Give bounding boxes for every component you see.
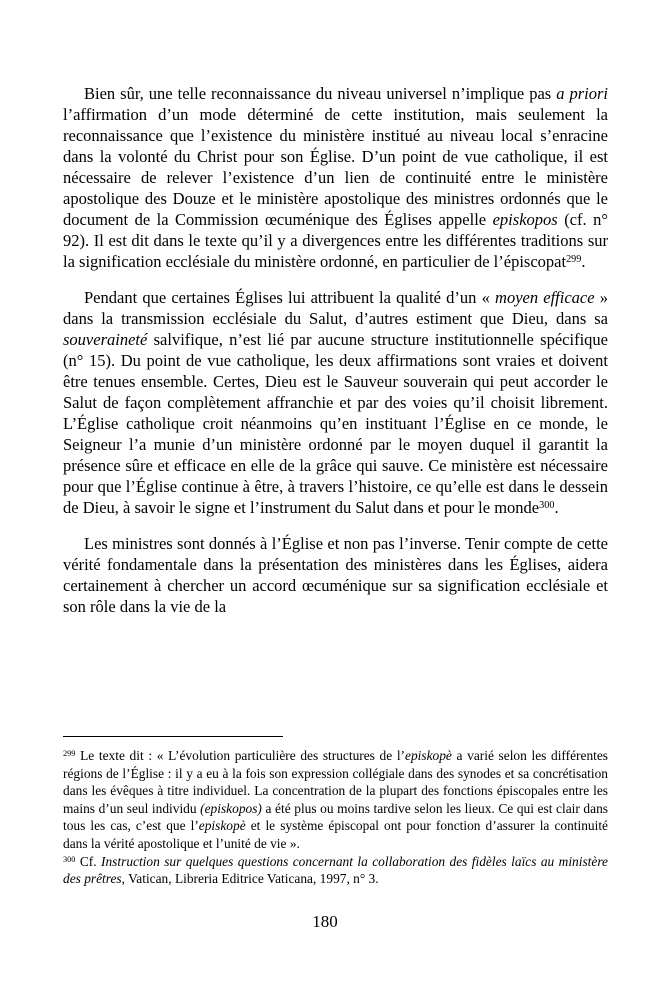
italic-text: episkopos	[492, 210, 558, 229]
text-run: .	[581, 252, 586, 271]
text-run: Le texte dit : « L’évolution particulière des structures de l’	[75, 748, 406, 763]
text-run: a varié selon les différentes régions de l’Église : il y a eu à la fois son expression collégiale dans des synodes et sa concrétisation dans les évêques à titre individuel. La concentration de la plupart des fonctions épiscopales entre les mains d’un seul individu	[63, 748, 609, 816]
footnote-299	[63, 747, 608, 853]
footnote-reference: 300	[539, 500, 555, 512]
footnote-reference: 300	[63, 854, 76, 864]
footnote-300	[63, 853, 608, 888]
italic-text: Instruction sur quelques questions concernant la collaboration des fidèles laïcs au ministère des prêtres	[63, 853, 608, 887]
text-run: » dans la transmission ecclésiale du Salut, d’autres estiment que Dieu, dans sa	[63, 288, 609, 328]
italic-text: episkopè	[198, 818, 246, 834]
page-number: 180	[312, 912, 338, 931]
footnote-reference: 299	[63, 749, 76, 759]
body-text	[63, 83, 608, 617]
text-run: salvifique, n’est lié par aucune structure institutionnelle spécifique (n° 15). Du point de vue catholique, les deux affirmations sont vraies et doivent être tenues ensemble. Certes, Dieu est le Sauveur souverain qui peut accorder le Salut de façon complètement affranchie et par des voies qu’il choisit librement. L’Église catholique croit néanmoins qu’en instituant l’Église en ce monde, le Seigneur l’a munie d’un ministère ordonné par le moyen duquel il garantit la présence sûre et efficace en elle de la grâce qui sauve. Ce ministère est nécessaire pour que l’Église continue à être, à travers l’histoire, ce qu’elle est dans le dessein de Dieu, à savoir le signe et l’instrument du Salut dans et pour le monde	[63, 330, 608, 517]
text-run: l’affirmation d’un mode déterminé de cette institution, mais seulement la reconnaissance que l’existence du ministère institué au niveau local s’enracine dans la volonté du Christ pour son Église. D’un point de vue catholique, il est nécessaire de relever l’existence d’un lien de continuité entre le ministère apostolique des Douze et le ministère apostolique des ministres ordonnés que le document de la Commission œcuménique des Églises appelle	[63, 105, 608, 229]
text-run: Cf.	[75, 853, 102, 869]
italic-text: (episkopos)	[200, 800, 262, 816]
paragraph-3	[63, 533, 608, 617]
text-run: Pendant que certaines Églises lui attribuent la qualité d’un «	[84, 288, 496, 307]
footnote-separator	[63, 736, 283, 737]
text-run: Les ministres sont donnés à l’Église et non pas l’inverse. Tenir compte de cette vérité fondamentale dans la présentation des ministères dans les Églises, aidera certainement à chercher un accord œcuménique sur sa signification ecclésiale et son rôle dans la vie de la	[63, 534, 608, 616]
footnotes-section	[63, 747, 608, 888]
italic-text: episkopè	[405, 748, 452, 763]
text-run: Bien sûr, une telle reconnaissance du niveau universel n’implique pas	[84, 84, 557, 103]
text-run: et le système épiscopal ont pour fonction d’assurer la continuité dans la vérité apostolique et l’unité de vie ».	[63, 818, 608, 851]
italic-text: moyen efficace	[495, 288, 595, 307]
paragraph-2	[63, 287, 608, 518]
text-run: , Vatican, Libreria Editrice Vaticana, 1997, n° 3.	[121, 871, 379, 887]
italic-text: a priori	[556, 84, 608, 103]
italic-text: souveraineté	[63, 330, 148, 349]
footnote-reference: 299	[566, 254, 582, 266]
paragraph-1	[63, 83, 608, 272]
text-run: a été plus ou moins tardive selon les lieux. Ce qui est clair dans tous les cas, c’est que l’	[63, 800, 608, 834]
text-run: (cf. n° 92). Il est dit dans le texte qu’il y a divergences entre les différentes traditions sur la signification ecclésiale du ministère ordonné, en particulier de l’épiscopat	[63, 210, 608, 271]
text-run: .	[554, 498, 559, 517]
